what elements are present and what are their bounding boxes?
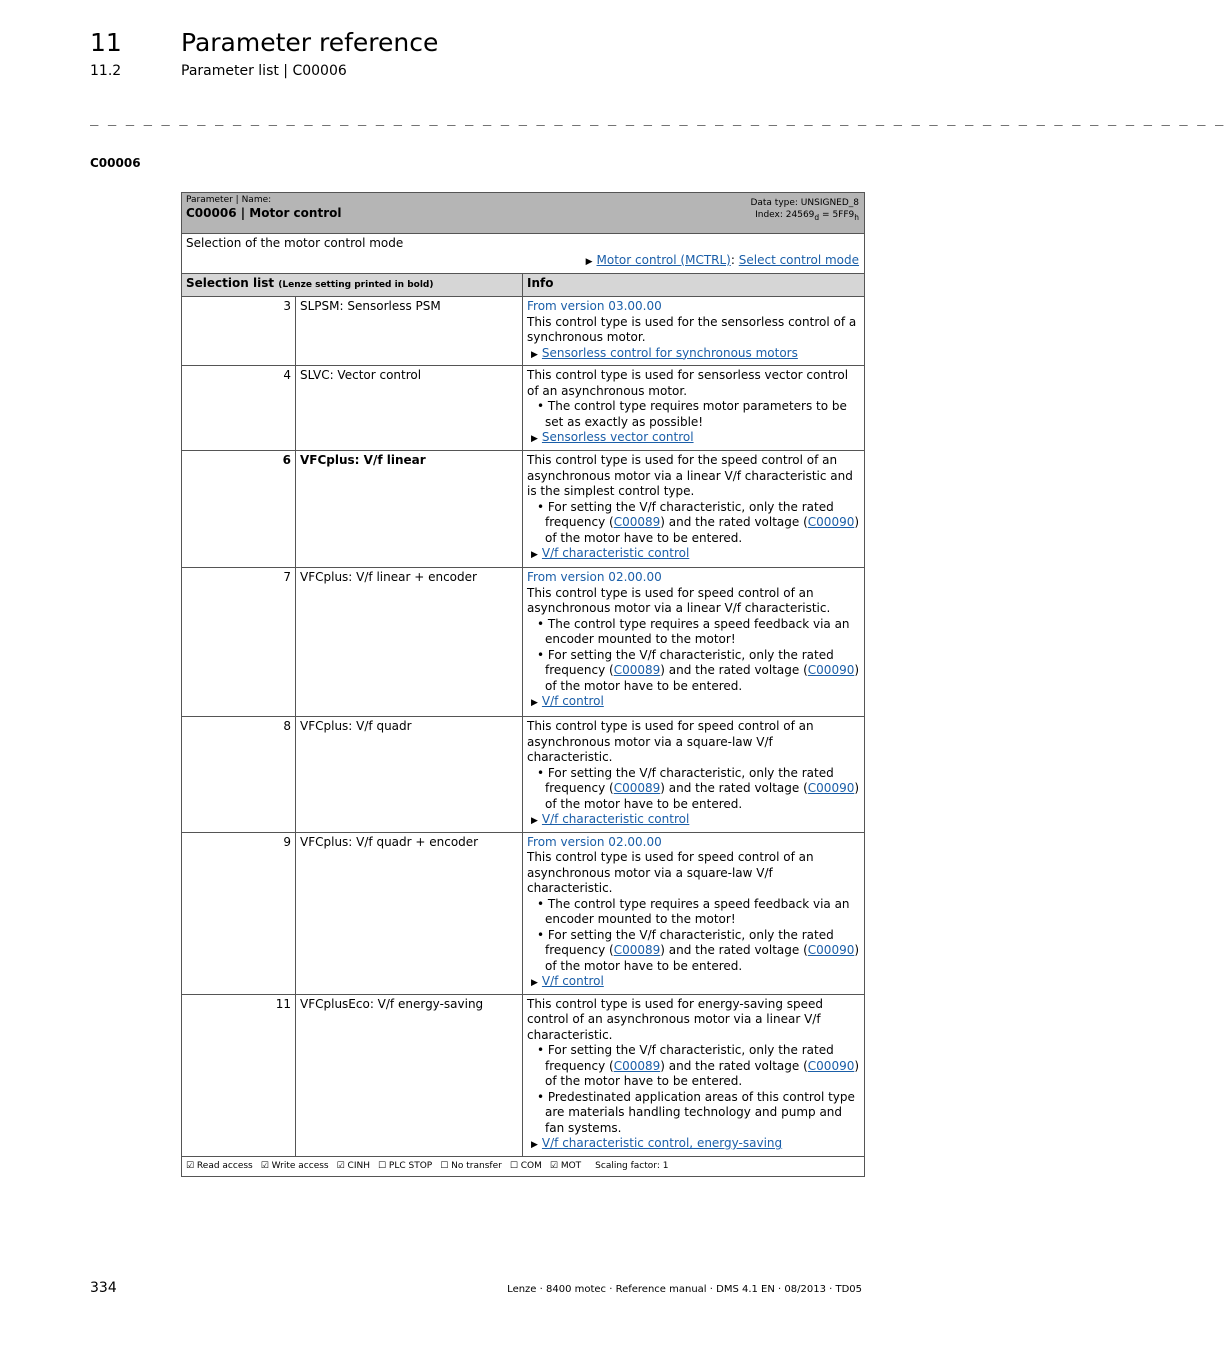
info-link[interactable]: Sensorless vector control bbox=[541, 430, 694, 444]
info-bullet: • For setting the V/f characteristic, only the rated frequency (C00089) and the rated voltage (C00090) of the motor have to be entered. bbox=[537, 927, 860, 973]
info-link-line bbox=[527, 974, 860, 992]
info-link[interactable]: V/f control bbox=[541, 974, 604, 988]
table-row bbox=[182, 451, 865, 568]
version-note: From version 02.00.00 bbox=[527, 570, 662, 584]
selection-name: VFCplus: V/f quadr + encoder bbox=[296, 832, 523, 994]
info-bullet: • For setting the V/f characteristic, only the rated frequency (C00089) and the rated voltage (C00090) of the motor have to be entered. bbox=[537, 499, 860, 545]
info-cell bbox=[523, 297, 865, 366]
arrow-right-icon: ▶ bbox=[531, 349, 538, 360]
info-bullet: • For setting the V/f characteristic, only the rated frequency (C00089) and the rated voltage (C00090) of the motor have to be entered. bbox=[537, 647, 860, 693]
info-cell bbox=[523, 832, 865, 994]
table-row bbox=[182, 568, 865, 717]
info-text: This control type is used for sensorless vector control of an asynchronous motor. bbox=[527, 368, 849, 398]
parameter-heading: C00006 bbox=[90, 156, 141, 170]
description-text: Selection of the motor control mode bbox=[186, 236, 404, 250]
selection-name: VFCplus: V/f linear bbox=[296, 451, 523, 568]
data-type: Data type: UNSIGNED_8 bbox=[750, 198, 860, 208]
selection-name: VFCplusEco: V/f energy-saving bbox=[296, 994, 523, 1156]
chapter-number: 11 bbox=[90, 28, 122, 57]
section-number: 11.2 bbox=[90, 63, 122, 79]
selection-value: 11 bbox=[182, 994, 296, 1156]
info-bullet: • The control type requires a speed feedback via an encoder mounted to the motor! bbox=[537, 616, 850, 646]
chapter-title: Parameter reference bbox=[181, 28, 439, 57]
section-title: Parameter list | C00006 bbox=[181, 63, 347, 79]
table-header-row bbox=[182, 193, 865, 234]
info-link-line bbox=[527, 812, 860, 830]
arrow-right-icon: ▶ bbox=[531, 816, 538, 826]
info-cell bbox=[523, 568, 865, 717]
info-link[interactable]: V/f characteristic control bbox=[541, 546, 690, 560]
link-c00090[interactable]: C00090 bbox=[807, 781, 855, 795]
column-header-row bbox=[182, 274, 865, 297]
link-c00089[interactable]: C00089 bbox=[613, 943, 661, 957]
link-c00089[interactable]: C00089 bbox=[613, 515, 661, 529]
parameter-table bbox=[181, 192, 865, 1177]
selection-value: 8 bbox=[182, 717, 296, 833]
access-flags bbox=[182, 1156, 865, 1177]
cinh-flag: ☑ CINH bbox=[336, 1160, 370, 1171]
scaling-factor: Scaling factor: 1 bbox=[595, 1160, 669, 1171]
link-motor-control[interactable]: Motor control (MCTRL) bbox=[596, 252, 731, 267]
link-c00090[interactable]: C00090 bbox=[807, 515, 855, 529]
info-link-line bbox=[527, 546, 860, 564]
arrow-right-icon: ▶ bbox=[531, 978, 538, 988]
page-info: Lenze · 8400 motec · Reference manual · DMS 4.1 EN · 08/2013 · TD05 bbox=[507, 1284, 862, 1295]
info-bullet: • For setting the V/f characteristic, only the rated frequency (C00089) and the rated voltage (C00090) of the motor have to be entered. bbox=[537, 1043, 860, 1088]
col-info-header: Info bbox=[523, 274, 865, 297]
info-bullet: • For setting the V/f characteristic, only the rated frequency (C00089) and the rated voltage (C00090) of the motor have to be entered. bbox=[537, 765, 860, 811]
info-text: This control type is used for speed control of an asynchronous motor via a square-law V/f characteristic. bbox=[527, 850, 814, 895]
arrow-right-icon: ▶ bbox=[585, 256, 593, 267]
mot-flag: ☑ MOT bbox=[549, 1160, 582, 1171]
read-access-flag: ☑ Read access bbox=[186, 1160, 253, 1171]
link-c00089[interactable]: C00089 bbox=[613, 781, 661, 795]
info-link[interactable]: V/f characteristic control bbox=[541, 812, 690, 826]
arrow-right-icon: ▶ bbox=[531, 434, 538, 444]
write-access-flag: ☑ Write access bbox=[260, 1160, 329, 1171]
table-row bbox=[182, 297, 865, 366]
selection-name: SLPSM: Sensorless PSM bbox=[296, 297, 523, 366]
table-row bbox=[182, 717, 865, 833]
selection-name: VFCplus: V/f linear + encoder bbox=[296, 568, 523, 717]
selection-name: VFCplus: V/f quadr bbox=[296, 717, 523, 833]
info-link[interactable]: V/f characteristic control, energy-saving bbox=[541, 1136, 783, 1150]
link-c00089[interactable]: C00089 bbox=[613, 1058, 661, 1073]
arrow-right-icon: ▶ bbox=[531, 550, 538, 560]
description-row bbox=[182, 234, 865, 274]
info-cell bbox=[523, 994, 865, 1156]
info-cell bbox=[523, 366, 865, 451]
selection-value: 6 bbox=[182, 451, 296, 568]
link-c00089[interactable]: C00089 bbox=[613, 663, 661, 677]
index-info: Index: $24569_d = 5FF9_h$ bbox=[755, 210, 860, 222]
param-label: Parameter | Name: bbox=[186, 195, 272, 205]
info-cell bbox=[523, 717, 865, 833]
info-text: This control type is used for speed control of an asynchronous motor via a square-law V/f characteristic. bbox=[527, 719, 814, 764]
selection-value: 3 bbox=[182, 297, 296, 366]
table-row bbox=[182, 832, 865, 994]
table-row bbox=[182, 994, 865, 1156]
plc-stop-flag: ☐ PLC STOP bbox=[378, 1160, 433, 1171]
link-c00090[interactable]: C00090 bbox=[807, 943, 855, 957]
info-text: This control type is used for energy-saving speed control of an asynchronous motor via a linear V/f characteristic. bbox=[527, 996, 824, 1042]
selection-name: SLVC: Vector control bbox=[296, 366, 523, 451]
info-link-line bbox=[527, 694, 860, 712]
param-name: C00006 | Motor control bbox=[186, 206, 342, 220]
info-bullet: • The control type requires motor parameters to be set as exactly as possible! bbox=[537, 399, 847, 429]
info-text: This control type is used for the speed control of an asynchronous motor via a linear V/f characteristic and is the simplest control type. bbox=[527, 453, 853, 498]
link-c00090[interactable]: C00090 bbox=[807, 663, 855, 677]
selection-value: 4 bbox=[182, 366, 296, 451]
selection-value: 9 bbox=[182, 832, 296, 994]
description-links: ▶ Motor control (MCTRL): Select control mode bbox=[585, 252, 860, 267]
info-text: This control type is used for speed control of an asynchronous motor via a linear V/f characteristic. bbox=[527, 585, 831, 615]
info-link[interactable]: V/f control bbox=[541, 694, 604, 708]
table-row bbox=[182, 366, 865, 451]
selection-value: 7 bbox=[182, 568, 296, 717]
page-number: 334 bbox=[90, 1280, 117, 1296]
footer-row bbox=[182, 1156, 865, 1177]
no-transfer-flag: ☐ No transfer bbox=[440, 1160, 502, 1171]
info-link-line bbox=[527, 346, 860, 364]
com-flag: ☐ COM bbox=[509, 1160, 542, 1171]
arrow-right-icon: ▶ bbox=[531, 698, 538, 708]
version-note: From version 03.00.00 bbox=[527, 299, 662, 313]
info-cell bbox=[523, 451, 865, 568]
data-type-info bbox=[750, 197, 859, 224]
col-selection-header: Selection list (Lenze setting printed in bold) bbox=[182, 274, 523, 297]
version-note: From version 02.00.00 bbox=[527, 834, 662, 849]
arrow-right-icon: ▶ bbox=[531, 1140, 538, 1150]
info-text: This control type is used for the sensorless control of a synchronous motor. bbox=[527, 314, 857, 344]
link-c00090[interactable]: C00090 bbox=[807, 1058, 855, 1073]
info-link-line bbox=[527, 1136, 860, 1154]
info-bullet: • The control type requires a speed feedback via an encoder mounted to the motor! bbox=[537, 896, 850, 926]
table-header bbox=[182, 193, 865, 234]
info-link[interactable]: Sensorless control for synchronous motors bbox=[541, 345, 798, 360]
info-bullet: • Predestinated application areas of this control type are materials handling technology and pump and fan systems. bbox=[537, 1089, 855, 1135]
dashed-separator: _ _ _ _ _ _ _ _ _ _ _ _ _ _ _ _ _ _ _ _ _ _ _ _ _ _ _ _ _ _ _ _ _ _ _ _ _ _ _ _ _ _ _ _ _ _ _ _ _ _ _ _ _ _ _ _ _ _ _ _ _ _ _ _ bbox=[90, 110, 1224, 126]
link-select-control-mode[interactable]: Select control mode bbox=[738, 252, 860, 267]
info-link-line bbox=[527, 430, 860, 448]
